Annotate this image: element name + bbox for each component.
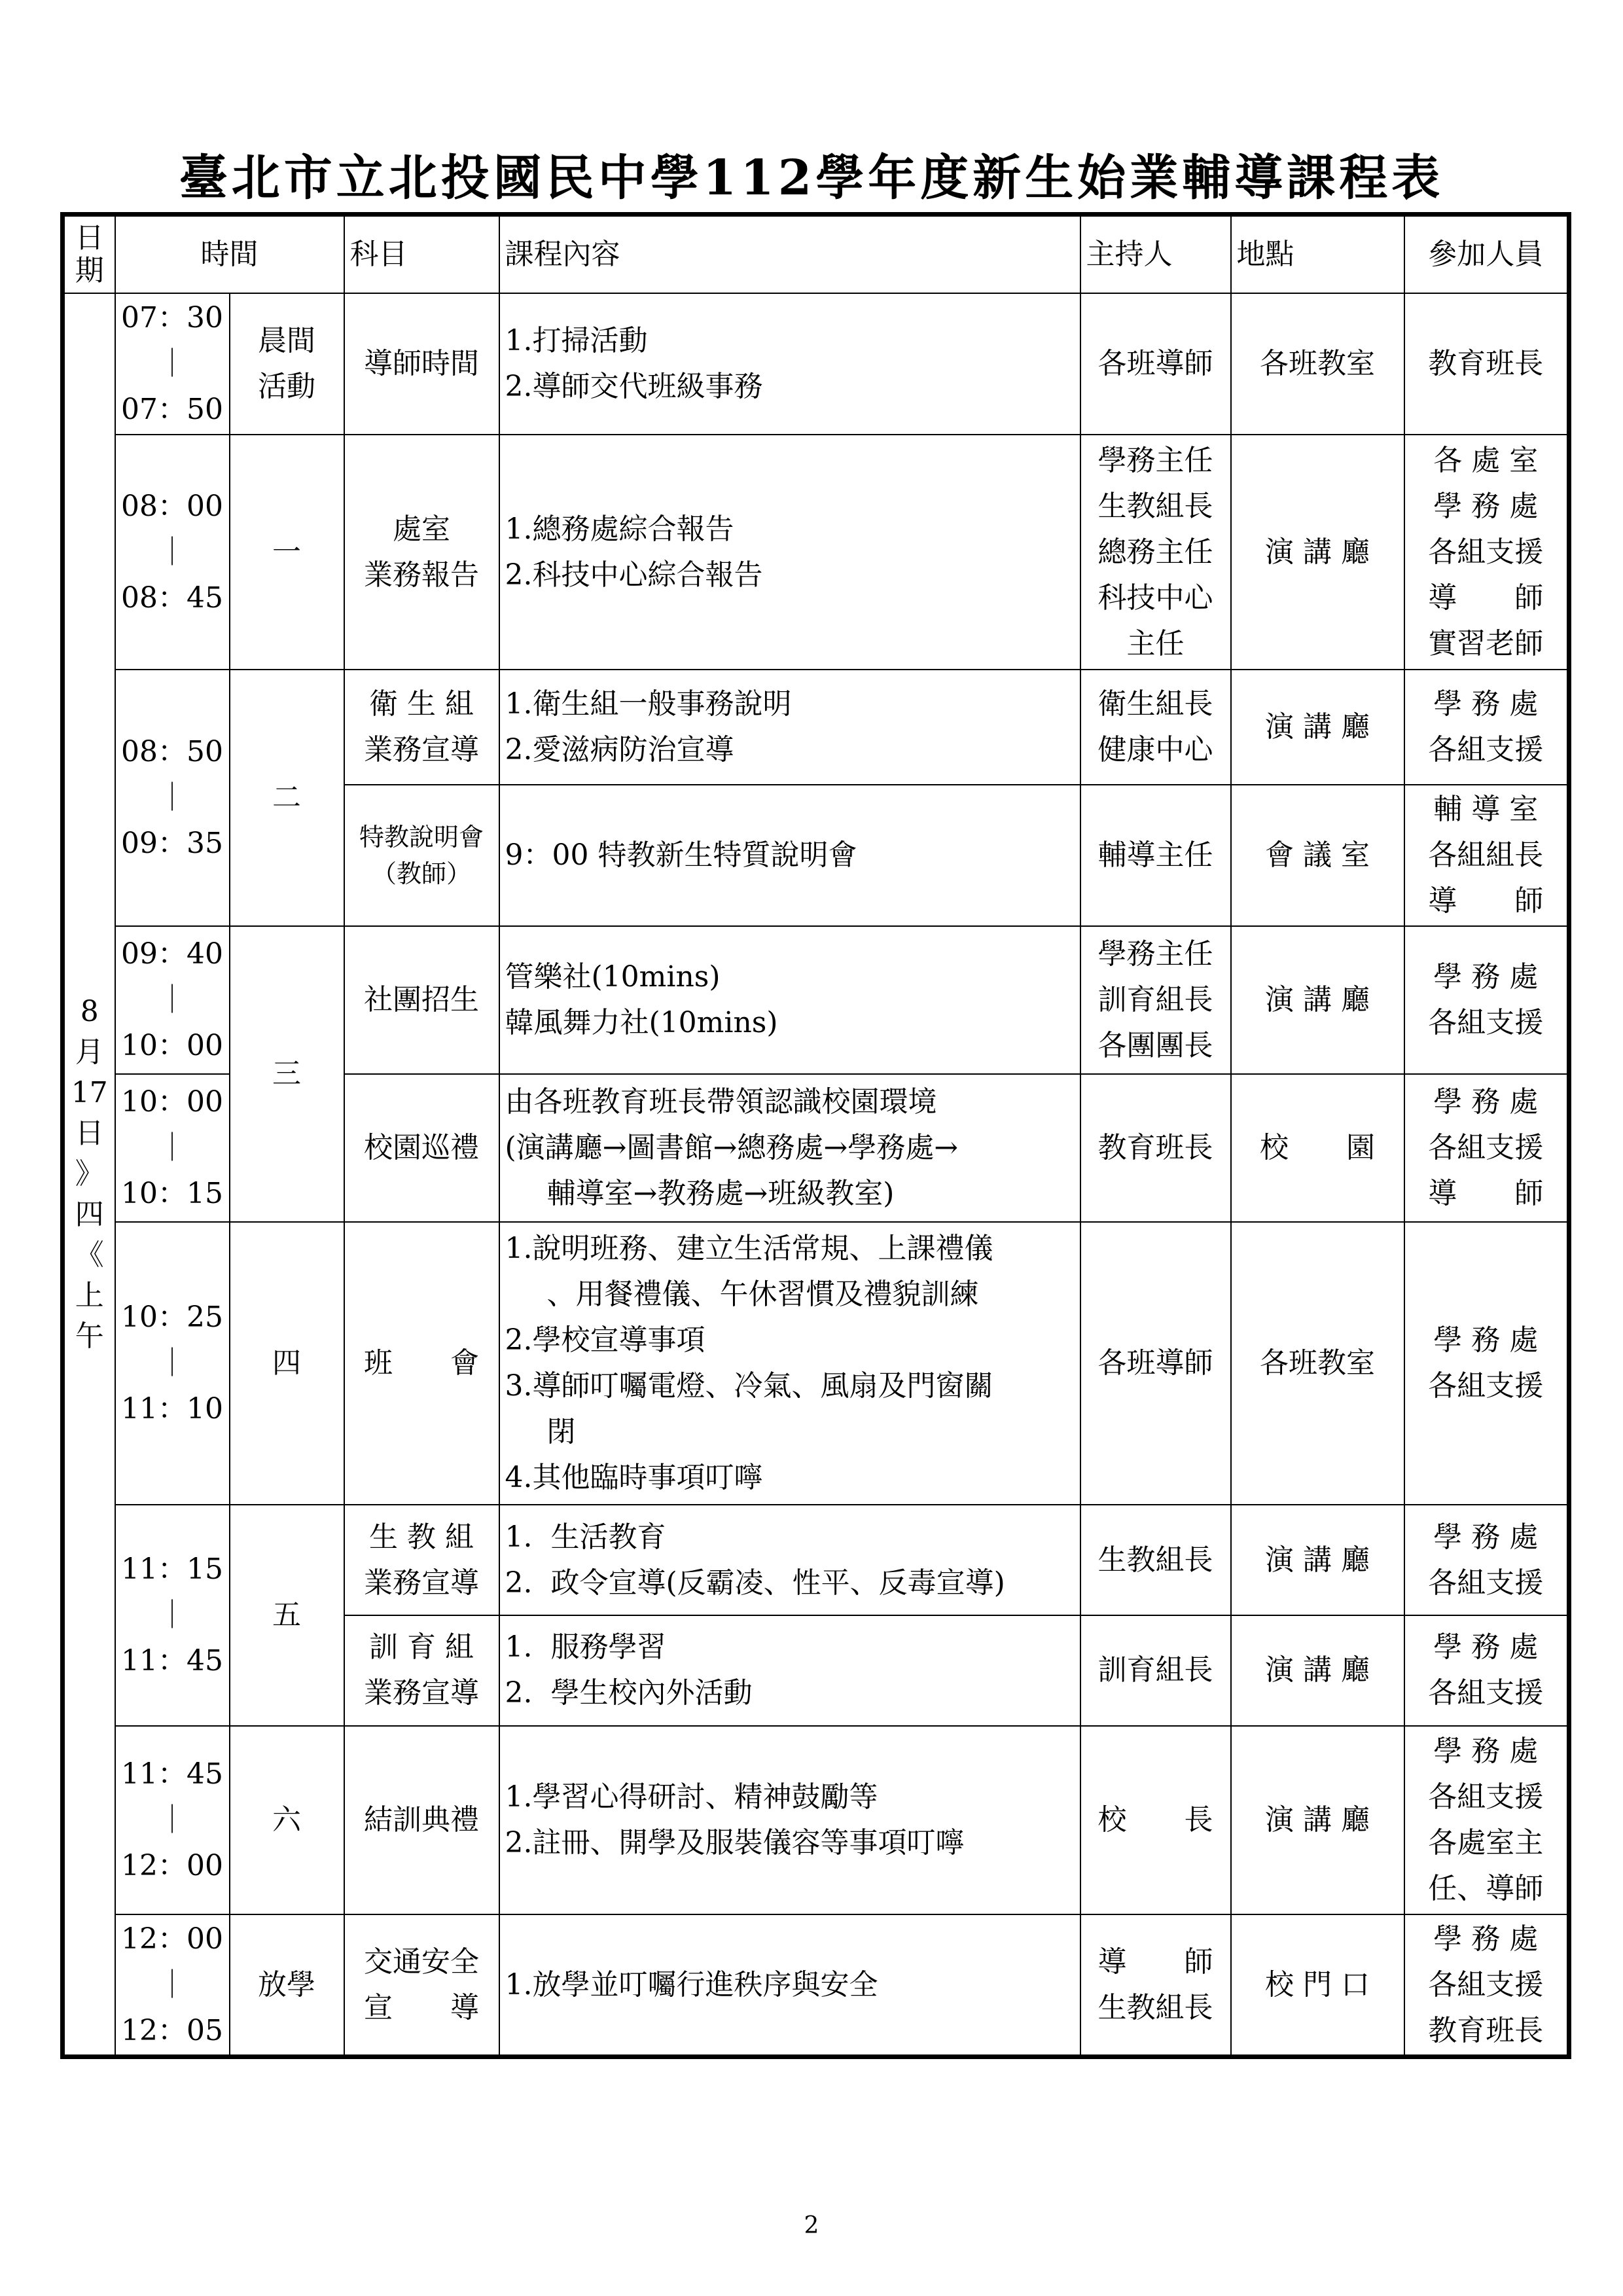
participants-text: 各處室主 — [1428, 1826, 1544, 1860]
participants-cell — [1404, 1074, 1569, 1222]
subject-text: 處室 — [393, 512, 450, 546]
host-text: 教育班長 — [1097, 1131, 1213, 1165]
content-cell — [499, 1505, 1080, 1615]
participants-text: 導 師 — [1428, 581, 1544, 615]
date-char: 17 — [71, 1076, 108, 1110]
participants-text: 各組支援 — [1428, 1131, 1544, 1165]
host-text: 校 長 — [1097, 1803, 1213, 1837]
location-cell: 會 議 室 — [1231, 785, 1404, 926]
time-end: 10：00 — [121, 1028, 223, 1062]
date-cell — [63, 293, 115, 2056]
subject-cell — [344, 293, 499, 435]
participants-text: 各組支援 — [1428, 732, 1544, 766]
participants-text: 學 務 處 — [1433, 489, 1539, 523]
host-text: 總務主任 — [1097, 535, 1213, 569]
participants-text: 學 務 處 — [1433, 1630, 1539, 1664]
time-start: 10：25 — [121, 1300, 223, 1335]
participants-text: 教育班長 — [1428, 347, 1544, 381]
time-cell — [115, 670, 230, 926]
participants-text: 學 務 處 — [1433, 1085, 1539, 1119]
location-cell: 演 講 廳 — [1231, 1726, 1404, 1914]
host-text: 各團團長 — [1097, 1028, 1213, 1062]
content-line: 輔導室→教務處→班級教室) — [546, 1177, 895, 1211]
subject-text: （教師） — [371, 859, 471, 888]
header-host: 主持人 — [1080, 215, 1231, 294]
participants-text: 各組支援 — [1428, 1369, 1544, 1403]
host-text: 學務主任 — [1097, 443, 1213, 477]
time-start: 11：15 — [121, 1552, 223, 1587]
content-cell — [499, 1074, 1080, 1222]
participants-text: 各組支援 — [1428, 535, 1544, 569]
host-cell — [1080, 670, 1231, 785]
location-cell: 校 園 — [1231, 1074, 1404, 1222]
header-row — [63, 215, 1569, 294]
time-separator: ｜ — [158, 1967, 187, 2001]
participants-text: 學 務 處 — [1433, 1520, 1539, 1554]
participants-text: 學 務 處 — [1433, 1734, 1539, 1768]
host-cell — [1080, 1505, 1231, 1615]
content-line: 1. 生活教育 — [505, 1520, 666, 1554]
host-text: 主任 — [1126, 626, 1185, 660]
time-cell — [115, 1505, 230, 1726]
time-start: 12：00 — [121, 1922, 223, 1956]
content-cell — [499, 1726, 1080, 1914]
date-char: 上 — [75, 1279, 104, 1313]
time-cell — [115, 1222, 230, 1505]
time-end: 12：05 — [121, 2013, 223, 2047]
schedule-table — [60, 212, 1571, 2059]
header-date — [63, 215, 115, 294]
time-cell — [115, 926, 230, 1074]
content-line: 1.衛生組一般事務說明 — [505, 687, 792, 721]
content-line: 1.打掃活動 — [505, 324, 648, 358]
time-start: 11：45 — [121, 1757, 223, 1791]
participants-text: 各組支援 — [1428, 1566, 1544, 1600]
location-cell: 校 門 口 — [1231, 1914, 1404, 2056]
content-cell — [499, 670, 1080, 785]
table-row — [63, 1222, 1569, 1505]
table-row — [63, 1726, 1569, 1914]
host-text: 健康中心 — [1097, 732, 1213, 766]
content-line: 4.其他臨時事項叮嚀 — [505, 1461, 763, 1495]
subject-text: 業務宣導 — [364, 1566, 479, 1600]
subject-cell — [344, 926, 499, 1074]
content-line: 2. 政令宣導(反霸凌、性平、反毒宣導) — [505, 1566, 1005, 1600]
subject-cell — [344, 435, 499, 670]
host-text: 訓育組長 — [1097, 982, 1213, 1016]
host-text: 生教組長 — [1097, 1543, 1213, 1577]
time-cell — [115, 1726, 230, 1914]
subject-cell — [344, 1505, 499, 1615]
participants-cell — [1404, 1222, 1569, 1505]
host-text: 科技中心 — [1097, 581, 1213, 615]
host-cell — [1080, 1222, 1231, 1505]
participants-cell — [1404, 670, 1569, 785]
subject-cell — [344, 1222, 499, 1505]
location-cell: 演 講 廳 — [1231, 435, 1404, 670]
subject-text: 訓 育 組 — [369, 1630, 474, 1664]
participants-cell — [1404, 1726, 1569, 1914]
location-cell: 各班教室 — [1231, 293, 1404, 435]
content-line: 1.學習心得研討、精神鼓勵等 — [505, 1780, 878, 1814]
time-start: 09：40 — [121, 937, 223, 971]
page-title: 臺北市立北投國民中學112學年度新生始業輔導課程表 — [179, 150, 1444, 206]
host-cell — [1080, 785, 1231, 926]
time-cell — [115, 293, 230, 435]
date-char: 》 — [75, 1157, 104, 1191]
content-line: 9：00 特教新生特質說明會 — [505, 838, 857, 872]
subject-text: 社團招生 — [364, 982, 479, 1016]
host-text: 生教組長 — [1097, 489, 1213, 523]
period-text: 活動 — [258, 370, 315, 404]
content-line: 2. 學生校內外活動 — [505, 1676, 753, 1710]
table-row — [63, 1505, 1569, 1615]
table-row — [63, 1914, 1569, 2056]
header-time: 時間 — [115, 215, 344, 294]
header-subject: 科目 — [344, 215, 499, 294]
host-text: 導 師 — [1097, 1945, 1213, 1979]
content-line: 1.總務處綜合報告 — [505, 512, 734, 546]
participants-text: 學 務 處 — [1433, 687, 1539, 721]
period-cell: 放學 — [230, 1914, 344, 2056]
date-char: 四 — [75, 1198, 104, 1232]
content-line: 2.學校宣導事項 — [505, 1323, 705, 1357]
time-end: 12：00 — [121, 1849, 223, 1883]
participants-text: 輔 導 室 — [1433, 792, 1539, 826]
content-cell — [499, 926, 1080, 1074]
time-cell — [115, 1914, 230, 2056]
table-row — [63, 293, 1569, 435]
subject-cell — [344, 670, 499, 785]
content-cell — [499, 1615, 1080, 1726]
host-cell — [1080, 1726, 1231, 1914]
content-line: 閉 — [546, 1415, 576, 1449]
participants-text: 各 處 室 — [1433, 443, 1539, 477]
host-cell — [1080, 1074, 1231, 1222]
period-cell — [230, 293, 344, 435]
time-end: 11：10 — [121, 1392, 223, 1426]
time-separator: ｜ — [158, 1803, 187, 1837]
time-separator: ｜ — [158, 780, 187, 814]
content-cell — [499, 785, 1080, 926]
date-char: 《 — [75, 1238, 104, 1272]
subject-text: 業務宣導 — [364, 1676, 479, 1710]
host-cell — [1080, 1615, 1231, 1726]
content-line: 、用餐禮儀、午休習慣及禮貌訓練 — [546, 1278, 979, 1312]
time-start: 08：50 — [121, 734, 223, 768]
participants-text: 學 務 處 — [1433, 1323, 1539, 1357]
date-char: 月 — [75, 1035, 104, 1069]
participants-text: 各組支援 — [1428, 1780, 1544, 1814]
period-cell: 六 — [230, 1726, 344, 1914]
participants-text: 任、導師 — [1428, 1872, 1544, 1906]
content-line: 2.註冊、開學及服裝儀容等事項叮嚀 — [505, 1826, 965, 1860]
period-cell: 一 — [230, 435, 344, 670]
header-participants: 參加人員 — [1404, 215, 1569, 294]
participants-text: 導 師 — [1428, 884, 1544, 918]
time-start: 08：00 — [121, 489, 223, 523]
period-cell: 四 — [230, 1222, 344, 1505]
time-separator: ｜ — [158, 535, 187, 569]
subject-text: 特教說明會 — [359, 822, 484, 852]
content-line: 2.愛滋病防治宣導 — [505, 732, 734, 766]
host-text: 各班導師 — [1097, 347, 1213, 381]
host-cell — [1080, 435, 1231, 670]
subject-text: 結訓典禮 — [364, 1803, 479, 1837]
location-cell: 演 講 廳 — [1231, 670, 1404, 785]
date-char: 日 — [75, 1117, 104, 1151]
content-cell — [499, 1222, 1080, 1505]
content-cell — [499, 1914, 1080, 2056]
content-line: 韓風舞力社(10mins) — [505, 1005, 778, 1039]
period-cell: 五 — [230, 1505, 344, 1726]
host-text: 訓育組長 — [1097, 1653, 1213, 1687]
participants-cell — [1404, 926, 1569, 1074]
time-cell — [115, 435, 230, 670]
participants-text: 導 師 — [1428, 1177, 1544, 1211]
date-char: 8 — [80, 995, 99, 1029]
content-line: 3.導師叮囑電燈、冷氣、風扇及門窗關 — [505, 1369, 993, 1403]
time-end: 08：45 — [121, 581, 223, 615]
participants-cell — [1404, 1505, 1569, 1615]
participants-cell — [1404, 1615, 1569, 1726]
subject-cell — [344, 1914, 499, 2056]
participants-cell — [1404, 435, 1569, 670]
participants-text: 教育班長 — [1428, 2013, 1544, 2047]
page-number: 2 — [804, 2212, 819, 2239]
period-cell: 三 — [230, 926, 344, 1222]
time-end: 10：15 — [121, 1177, 223, 1211]
period-text: 晨間 — [258, 324, 315, 358]
participants-text: 學 務 處 — [1433, 960, 1539, 994]
subject-text: 校園巡禮 — [364, 1131, 479, 1165]
subject-text: 宣 導 — [364, 1990, 479, 2024]
period-cell: 二 — [230, 670, 344, 926]
participants-cell — [1404, 293, 1569, 435]
time-start: 10：00 — [121, 1085, 223, 1119]
participants-text: 實習老師 — [1428, 626, 1544, 660]
time-separator: ｜ — [158, 1346, 187, 1380]
header-location: 地點 — [1231, 215, 1404, 294]
host-text: 學務主任 — [1097, 937, 1213, 971]
host-text: 生教組長 — [1097, 1990, 1213, 2024]
location-cell: 演 講 廳 — [1231, 1615, 1404, 1726]
subject-cell — [344, 1074, 499, 1222]
subject-cell — [344, 1726, 499, 1914]
participants-text: 各組支援 — [1428, 1967, 1544, 2001]
content-line: 1.說明班務、建立生活常規、上課禮儀 — [505, 1232, 993, 1266]
time-separator: ｜ — [158, 982, 187, 1016]
content-line: 1.放學並叮囑行進秩序與安全 — [505, 1967, 878, 2001]
subject-text: 衛 生 組 — [369, 687, 474, 721]
participants-text: 各組支援 — [1428, 1005, 1544, 1039]
time-end: 11：45 — [121, 1644, 223, 1678]
content-line: 2.科技中心綜合報告 — [505, 558, 763, 592]
participants-text: 各組組長 — [1428, 838, 1544, 872]
content-line: 管樂社(10mins) — [505, 960, 721, 994]
table-row — [63, 926, 1569, 1074]
subject-text: 業務宣導 — [364, 732, 479, 766]
content-line: 由各班教育班長帶領認識校園環境 — [505, 1085, 937, 1119]
date-char: 午 — [75, 1319, 104, 1354]
subject-text: 業務報告 — [364, 558, 479, 592]
header-date-text: 日期 — [75, 221, 104, 288]
subject-text: 導師時間 — [364, 347, 479, 381]
host-text: 衛生組長 — [1097, 687, 1213, 721]
content-line: (演講廳→圖書館→總務處→學務處→ — [505, 1131, 959, 1165]
time-cell — [115, 1074, 230, 1222]
host-text: 各班導師 — [1097, 1346, 1213, 1380]
time-separator: ｜ — [158, 1131, 187, 1165]
subject-text: 生 教 組 — [369, 1520, 474, 1554]
time-end: 07：50 — [121, 393, 223, 427]
subject-cell — [344, 785, 499, 926]
time-separator: ｜ — [158, 347, 187, 381]
host-cell — [1080, 926, 1231, 1074]
participants-cell — [1404, 785, 1569, 926]
participants-cell — [1404, 1914, 1569, 2056]
time-separator: ｜ — [158, 1598, 187, 1632]
host-cell — [1080, 293, 1231, 435]
table-row — [63, 435, 1569, 670]
participants-text: 各組支援 — [1428, 1676, 1544, 1710]
content-cell — [499, 435, 1080, 670]
time-start: 07：30 — [121, 301, 223, 335]
subject-cell — [344, 1615, 499, 1726]
location-cell: 演 講 廳 — [1231, 926, 1404, 1074]
table-row — [63, 670, 1569, 785]
participants-text: 學 務 處 — [1433, 1922, 1539, 1956]
location-cell: 各班教室 — [1231, 1222, 1404, 1505]
content-cell — [499, 293, 1080, 435]
subject-text: 班 會 — [364, 1346, 479, 1380]
content-line: 1. 服務學習 — [505, 1630, 666, 1664]
content-line: 2.導師交代班級事務 — [505, 370, 763, 404]
time-end: 09：35 — [121, 826, 223, 860]
location-cell: 演 講 廳 — [1231, 1505, 1404, 1615]
subject-text: 交通安全 — [364, 1945, 479, 1979]
header-content: 課程內容 — [499, 215, 1080, 294]
host-cell — [1080, 1914, 1231, 2056]
host-text: 輔導主任 — [1097, 838, 1213, 872]
